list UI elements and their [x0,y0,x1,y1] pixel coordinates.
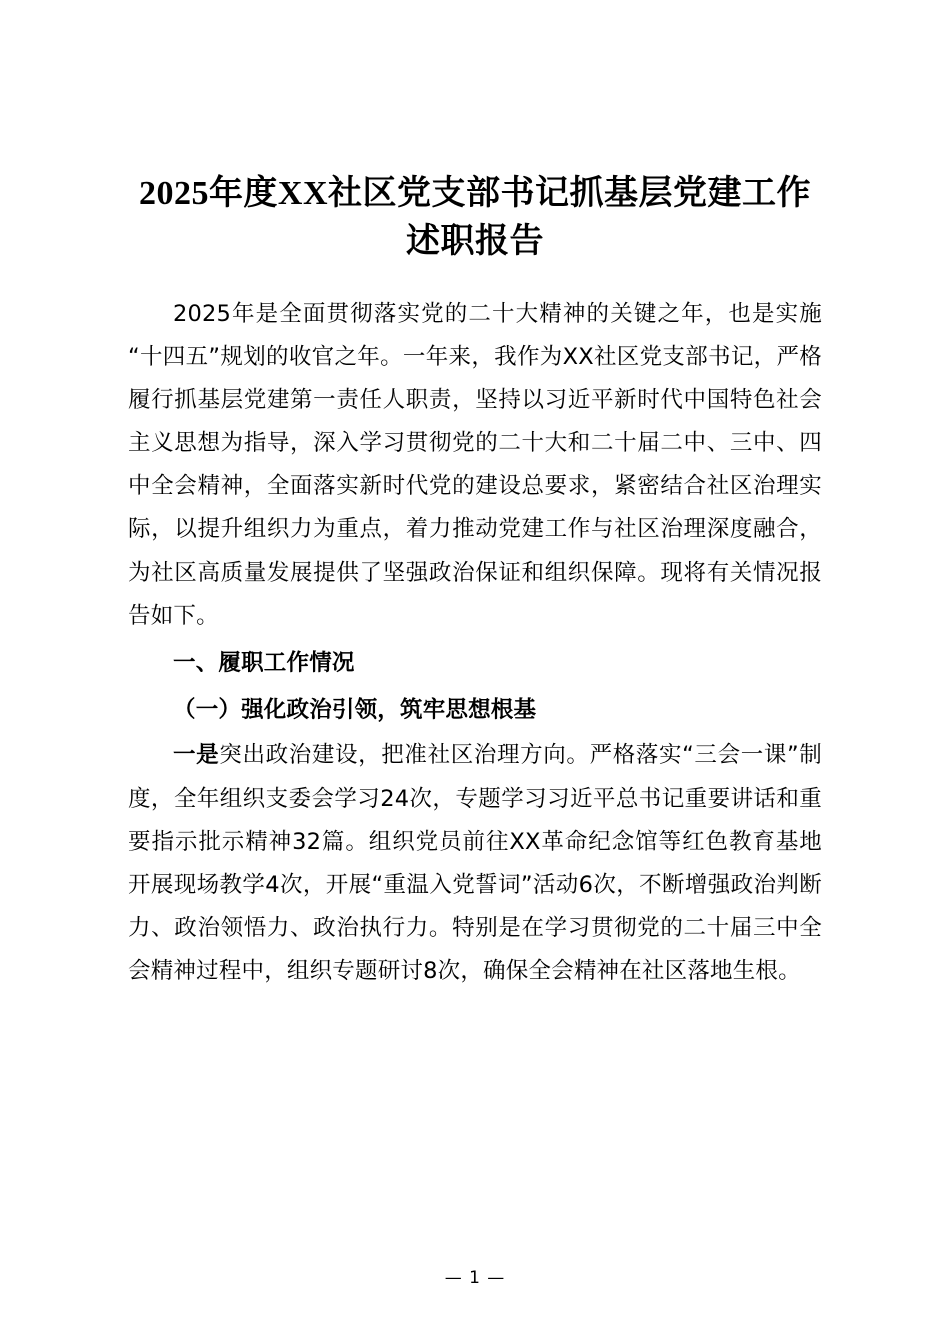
section-heading-1: 一、履职工作情况 [173,650,355,677]
subsection-heading-1-1: （一）强化政治引领，筑牢思想根基 [173,697,537,724]
paragraph-intro: 2025年是全面贯彻落实党的二十大精神的关键之年，也是实施“十四五”规划的收官之年。一年来，我作为XX社区党支部书记，严格履行抓基层党建第一责任人职责，坚持以习近平新时代中国特色社会主义思想为指导，深入学习贯彻党的二十大和二十届二中、三中、四中全会精神，全面落实新时代党的建设总要求，紧密结合社区治理实际，以提升组织力为重点，着力推动党建工作与社区治理深度融合，为社区高质量发展提供了坚强政治保证和组织保障。现将有关情况报告如下。 [128,300,822,629]
page-title: 2025年度XX社区党支部书记抓基层党建工作述职报告 [138,175,812,261]
paragraph-point-1 [128,734,822,993]
paragraph-point-1-lead: 一是 [173,742,220,769]
page-number: — 1 — [444,1268,506,1288]
paragraph-point-1-text: 突出政治建设，把准社区治理方向。严格落实“三会一课”制度，全年组织支委会学习24次，专题学习习近平总书记重要讲话和重要指示批示精神32篇。组织党员前往XX革命纪念馆等红色教育基地开展现场教学4次，开展“重温入党誓词”活动6次，不断增强政治判断力、政治领悟力、政治执行力。特别是在学习贯彻党的二十届三中全会精神过程中，组织专题研讨8次，确保全会精神在社区落地生根。 [128,742,823,985]
